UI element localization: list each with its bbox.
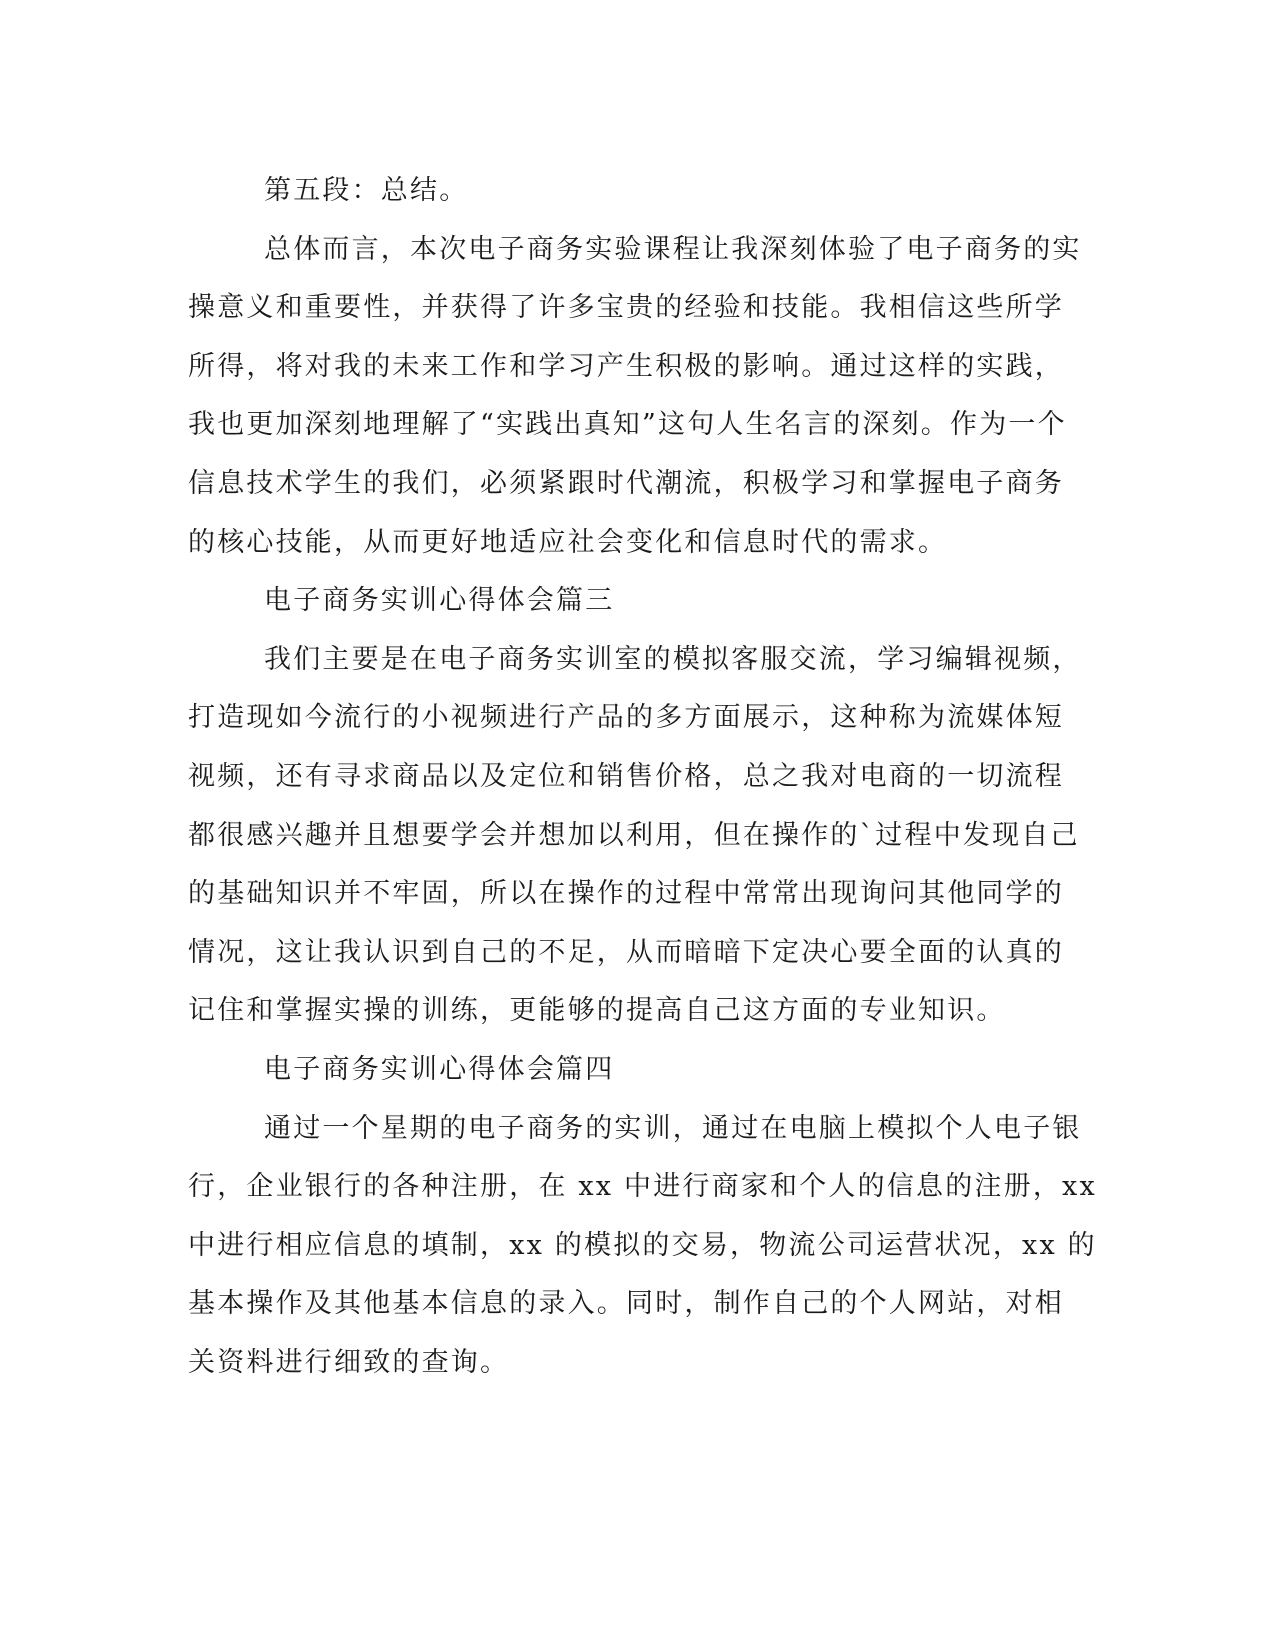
- paragraph-line: 的核心技能，从而更好地适应社会变化和信息时代的需求。: [188, 526, 948, 558]
- paragraph-line: 我们主要是在电子商务实训室的模拟客服交流，学习编辑视频，: [264, 643, 1082, 675]
- paragraph-line: 信息技术学生的我们，必须紧跟时代潮流，积极学习和掌握电子商务: [188, 467, 1064, 499]
- paragraph-line: 操意义和重要性，并获得了许多宝贵的经验和技能。我相信这些所学: [188, 292, 1064, 324]
- paragraph-line: 记住和掌握实操的训练，更能够的提高自己这方面的专业知识。: [188, 995, 1006, 1027]
- paragraph-line: 基本操作及其他基本信息的录入。同时，制作自己的个人网站，对相: [188, 1288, 1064, 1320]
- paragraph-line: 都很感兴趣并且想要学会并想加以利用，但在操作的`过程中发现自己: [188, 819, 1080, 851]
- section-heading-part-four: 电子商务实训心得体会篇四: [264, 1053, 615, 1085]
- paragraph-line: 打造现如今流行的小视频进行产品的多方面展示，这种称为流媒体短: [188, 702, 1064, 734]
- section-heading-part-three: 电子商务实训心得体会篇三: [264, 585, 615, 617]
- paragraph-line: 我也更加深刻地理解了“实践出真知”这句人生名言的深刻。作为一个: [188, 409, 1067, 441]
- paragraph-line: 所得，将对我的未来工作和学习产生积极的影响。通过这样的实践，: [188, 350, 1064, 382]
- section-heading-summary: 第五段：总结。: [264, 175, 469, 206]
- paragraph-line: 总体而言，本次电子商务实验课程让我深刻体验了电子商务的实: [264, 233, 1082, 265]
- paragraph-line: 行，企业银行的各种注册，在 xx 中进行商家和个人的信息的注册，xx: [188, 1171, 1097, 1203]
- paragraph-line: 视频，还有寻求商品以及定位和销售价格，总之我对电商的一切流程: [188, 760, 1064, 792]
- paragraph-line: 中进行相应信息的填制，xx 的模拟的交易，物流公司运营状况，xx 的: [188, 1229, 1097, 1261]
- paragraph-line: 关资料进行细致的查询。: [188, 1346, 510, 1378]
- paragraph-line: 通过一个星期的电子商务的实训，通过在电脑上模拟个人电子银: [264, 1112, 1082, 1144]
- document-body: [188, 162, 1097, 1392]
- paragraph-line: 的基础知识并不牢固，所以在操作的过程中常常出现询问其他同学的: [188, 878, 1064, 910]
- paragraph-line: 情况，这让我认识到自己的不足，从而暗暗下定决心要全面的认真的: [188, 936, 1064, 968]
